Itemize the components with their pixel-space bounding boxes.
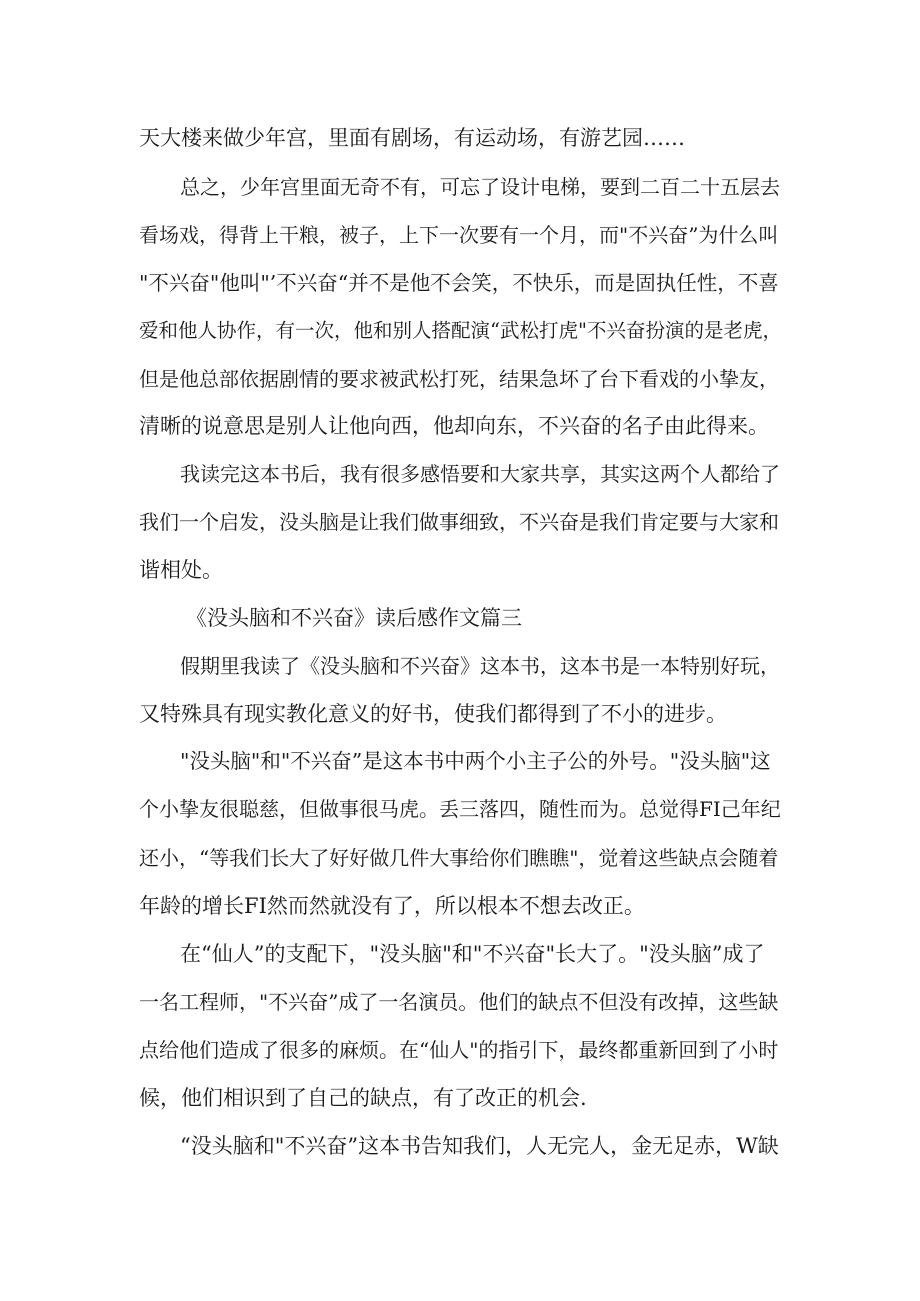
line-text: 我们一个启发，没头脑是让我们做事细致，不兴奋是我们肯定要与大家和 — [139, 510, 779, 534]
line-text: 年龄的增长FI然而然就没有了，所以根本不想去改正。 — [139, 894, 645, 918]
text-line — [0, 507, 920, 537]
text-line — [0, 220, 920, 250]
text-line — [0, 939, 920, 969]
text-line — [0, 651, 920, 681]
line-text: 但是他总部依据剧情的要求被武松打死，结果急坏了台下看戏的小挚友， — [139, 367, 779, 391]
line-text: 我读完这本书后，我有很多感悟要和大家共享，其实这两个人都给了 — [180, 462, 780, 486]
section-heading-text: 《没头脑和不兴奋》读后感作文篇三 — [186, 606, 522, 630]
section-heading — [0, 603, 920, 633]
line-text: 点给他们造成了很多的麻烦。在“仙人"的指引下，最终都重新回到了小时 — [139, 1038, 779, 1062]
line-text: 谐相处。 — [139, 558, 223, 582]
line-text: 爱和他人协作，有一次，他和别人搭配演“武松打虎"不兴奋扮演的是老虎， — [139, 319, 782, 342]
line-text: "没头脑"和"不兴奋”是这本书中两个小主子公的外号。"没头脑"这 — [180, 749, 771, 773]
line-text: 看场戏，得背上干粮，被子，上下一次要有一个月，而"不兴奋”为什么叫 — [139, 223, 779, 247]
line-text: 总之，少年宫里面无奇不有，可忘了设计电梯，要到二百二十五层去 — [180, 175, 780, 199]
line-text: 还小，“等我们长大了好好做几件大事给你们瞧瞧"，觉着这些缺点会随着 — [139, 846, 779, 870]
text-line — [0, 268, 920, 298]
text-line — [0, 1083, 920, 1113]
line-text: 个小挚友很聪慈，但做事很马虎。丢三落四，随性而为。总觉得FI己年纪 — [139, 797, 781, 821]
text-line — [0, 172, 920, 202]
text-line — [0, 459, 920, 489]
text-line — [0, 364, 920, 394]
text-line — [0, 316, 920, 346]
text-line — [0, 843, 920, 873]
line-text: “没头脑和"不兴奋”这本书告知我们，人无完人，金无足赤，W缺 — [180, 1134, 779, 1158]
line-text: 天大楼来做少年宫，里面有剧场，有运动场，有游艺园…… — [139, 126, 685, 150]
line-text: 候，他们相识到了自己的缺点，有了改正的机会. — [139, 1086, 587, 1110]
text-line — [0, 1035, 920, 1065]
line-text: 在“仙人”的支配下，"没头脑"和"不兴奋"长大了。"没头脑”成了 — [180, 942, 765, 966]
line-text: 清晰的说意思是别人让他向西，他却向东，不兴奋的名子由此得来。 — [139, 414, 769, 438]
text-line — [0, 746, 920, 776]
text-line — [0, 891, 920, 921]
text-line — [0, 555, 920, 585]
line-text: 又特殊具有现实教化意义的好书，使我们都得到了不小的进步。 — [139, 702, 727, 726]
text-line — [0, 794, 920, 824]
line-text: 一名工程师，"不兴奋”成了一名演员。他们的缺点不但没有改掉，这些缺 — [139, 990, 779, 1014]
line-text: 假期里我读了《没头脑和不兴奋》这本书，这本书是一本特别好玩， — [180, 654, 780, 678]
text-line — [0, 699, 920, 729]
text-line — [0, 1131, 920, 1161]
text-line — [0, 123, 920, 153]
text-line — [0, 411, 920, 441]
line-text: "不兴奋"他叫"’不兴奋“并不是他不会笑，不快乐，而是固执任性，不喜 — [139, 271, 779, 295]
text-line — [0, 987, 920, 1017]
